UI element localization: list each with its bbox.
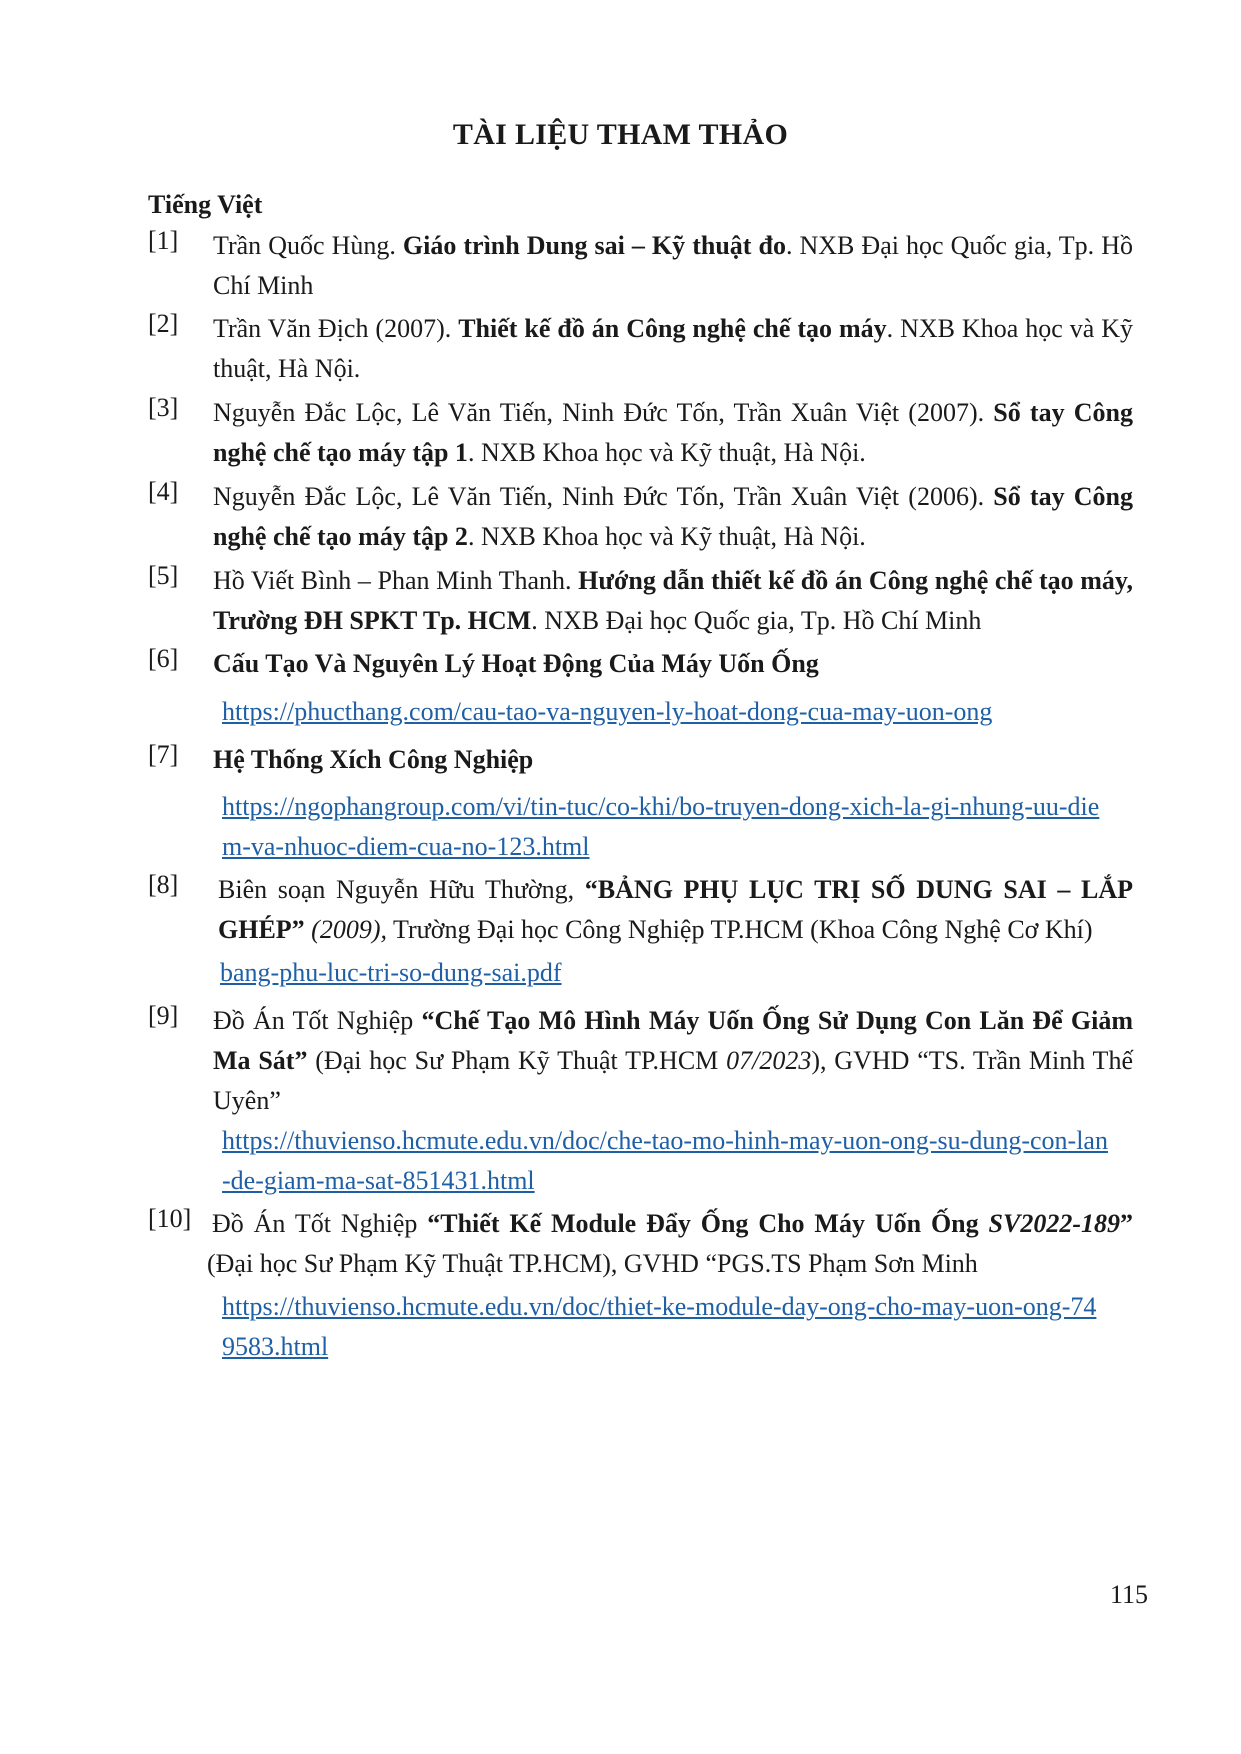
ref-number: [5] (148, 561, 179, 590)
reference-item: Hệ Thống Xích Công Nghiệp (213, 745, 534, 774)
ref-number: [1] (148, 226, 179, 255)
ref-number: [10] (148, 1204, 192, 1233)
section-heading: Tiếng Việt (148, 190, 263, 219)
ref-number: [7] (148, 740, 179, 769)
reference-link[interactable]: https://phucthang.com/cau-tao-va-nguyen-ly-hoat-dong-cua-may-uon-ong (222, 697, 993, 726)
ref-number: [4] (148, 477, 179, 506)
ref-number: [6] (148, 644, 179, 673)
reference-item: Cấu Tạo Và Nguyên Lý Hoạt Động Của Máy Uốn Ống (213, 649, 819, 678)
reference-link[interactable]: https://thuvienso.hcmute.edu.vn/doc/che-tao-mo-hinh-may-uon-ong-su-dung-con-lan-de-giam-ma-sat-851431.html (222, 1126, 1108, 1195)
ref-number: [9] (148, 1001, 179, 1030)
page-number: 115 (1110, 1580, 1149, 1609)
reference-item: Nguyễn Đắc Lộc, Lê Văn Tiến, Ninh Đức Tốn, Trần Xuân Việt (2006). Sổ tay Công nghệ chế tạo máy tập 2. NXB Khoa học và Kỹ thuật, Hà Nội. (213, 482, 1134, 551)
ref-number: [3] (148, 393, 179, 422)
reference-item: Biên soạn Nguyễn Hữu Thường, “BẢNG PHỤ LỤC TRỊ SỐ DUNG SAI – LẮP GHÉP” (2009), Trường Đại học Công Nghiệp TP.HCM (Khoa Công Nghệ Cơ Khí) (218, 875, 1133, 944)
reference-item: Đồ Án Tốt Nghiệp “Chế Tạo Mô Hình Máy Uốn Ống Sử Dụng Con Lăn Để Giảm Ma Sát” (Đại học Sư Phạm Kỹ Thuật TP.HCM 07/2023), GVHD “TS. Trần Minh Thế Uyên” (213, 1006, 1134, 1115)
reference-item: Hồ Viết Bình – Phan Minh Thanh. Hướng dẫn thiết kế đồ án Công nghệ chế tạo máy, Trường ĐH SPKT Tp. HCM. NXB Đại học Quốc gia, Tp. Hồ Chí Minh (213, 566, 1133, 635)
reference-link[interactable]: https://thuvienso.hcmute.edu.vn/doc/thiet-ke-module-day-ong-cho-may-uon-ong-749583.html (222, 1292, 1097, 1361)
reference-item: Nguyễn Đắc Lộc, Lê Văn Tiến, Ninh Đức Tốn, Trần Xuân Việt (2007). Sổ tay Công nghệ chế tạo máy tập 1. NXB Khoa học và Kỹ thuật, Hà Nội. (213, 398, 1134, 467)
reference-item: Trần Quốc Hùng. Giáo trình Dung sai – Kỹ thuật đo. NXB Đại học Quốc gia, Tp. Hồ Chí Minh (213, 231, 1133, 300)
reference-link[interactable]: https://ngophangroup.com/vi/tin-tuc/co-khi/bo-truyen-dong-xich-la-gi-nhung-uu-diem-va-nhuoc-diem-cua-no-123.html (222, 792, 1100, 861)
reference-item: Trần Văn Địch (2007). Thiết kế đồ án Công nghệ chế tạo máy. NXB Khoa học và Kỹ thuật, Hà Nội. (213, 314, 1133, 383)
reference-item: Đồ Án Tốt Nghiệp “Thiết Kế Module Đẩy Ống Cho Máy Uốn Ống SV2022-189” (Đại học Sư Phạm Kỹ Thuật TP.HCM), GVHD “PGS.TS Phạm Sơn Minh (207, 1209, 1133, 1278)
ref-number: [2] (148, 309, 179, 338)
ref-number: [8] (148, 870, 179, 899)
reference-link[interactable]: bang-phu-luc-tri-so-dung-sai.pdf (220, 958, 562, 987)
page-title: TÀI LIỆU THAM THẢO (452, 118, 789, 151)
